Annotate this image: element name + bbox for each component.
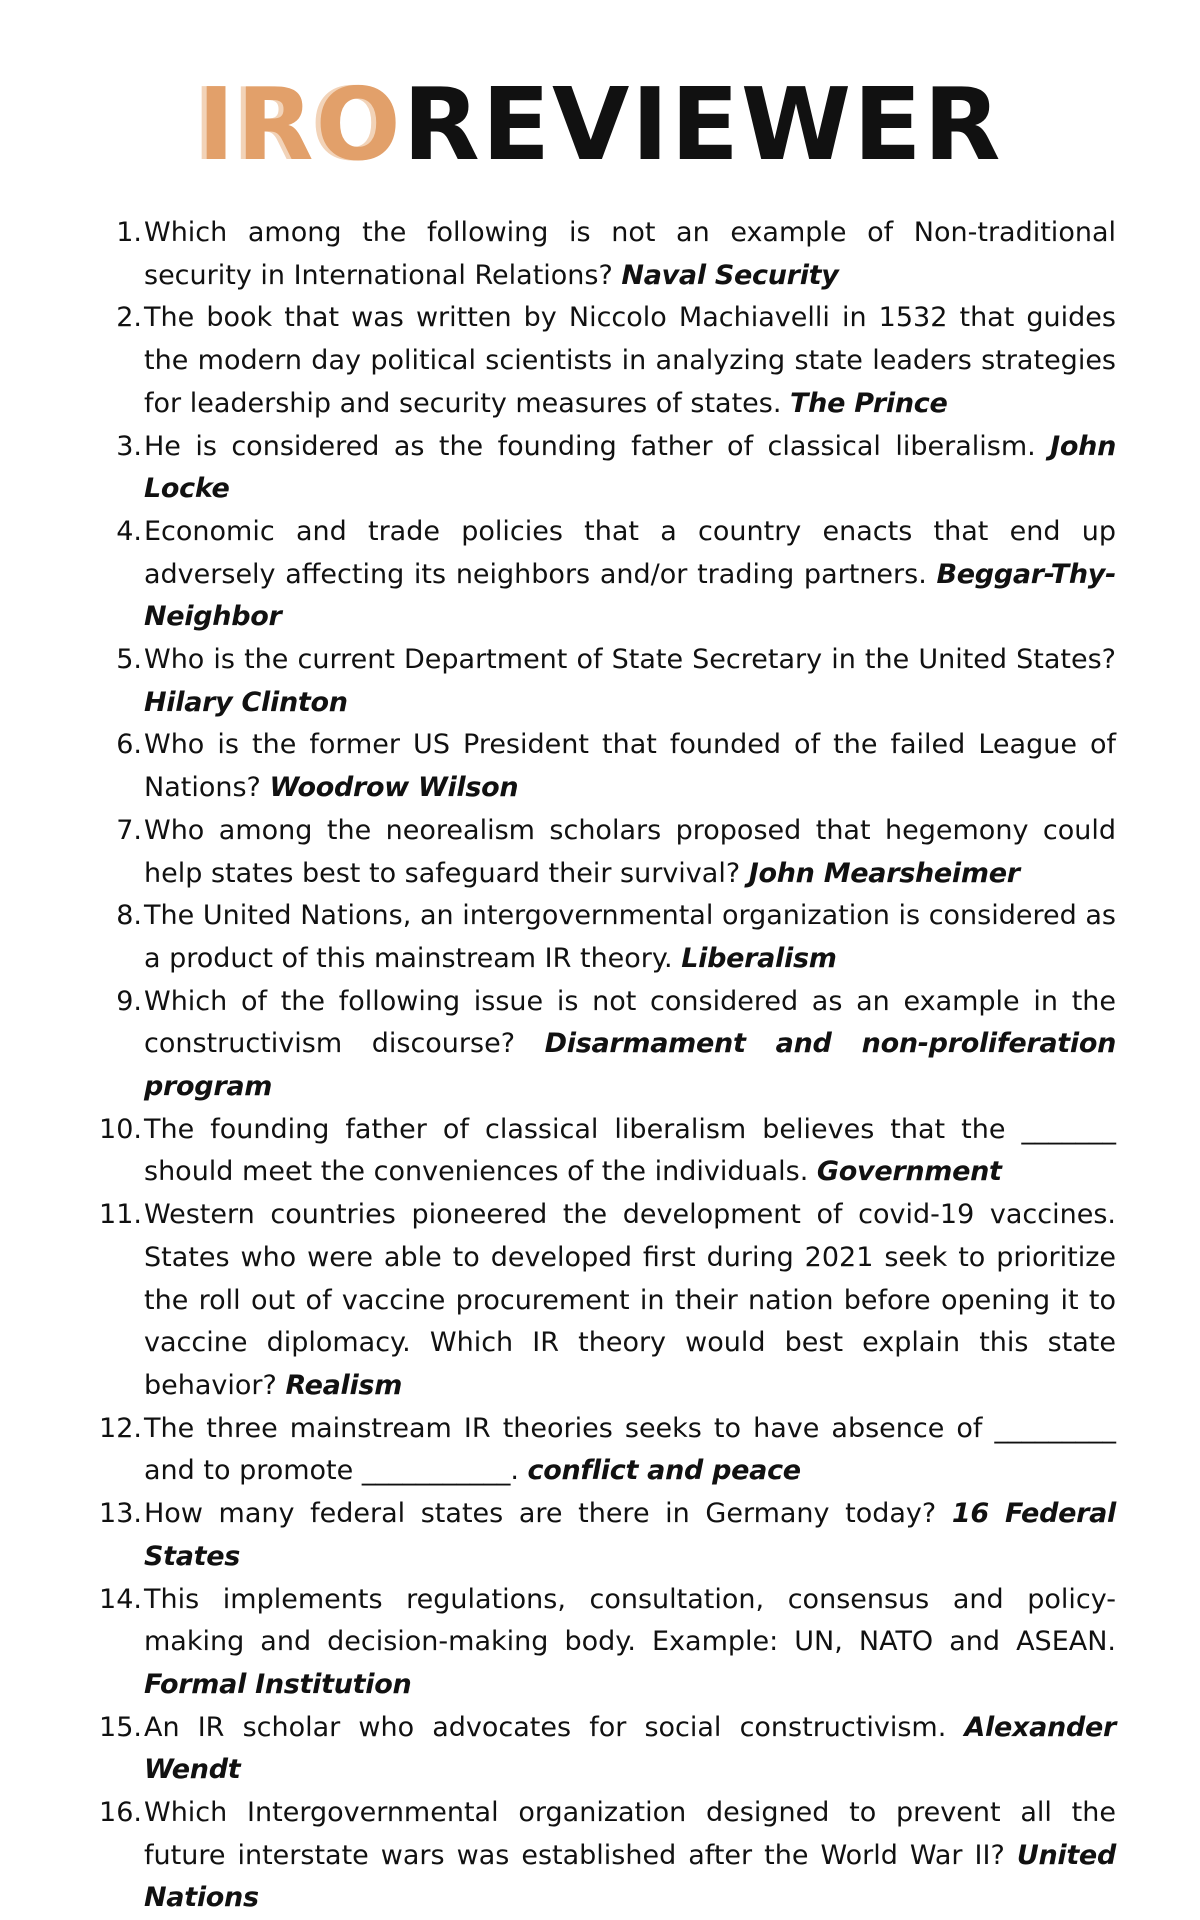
question-text: The United Nations, an intergovernmental organization is considered as a product of this mainstream IR theory. bbox=[144, 900, 1116, 974]
question-item bbox=[92, 1109, 1116, 1194]
question-answer: Hilary Clinton bbox=[144, 686, 348, 718]
question-text: The founding father of classical liberalism believes that the _______ should meet the conveniences of the individuals. bbox=[144, 1113, 1116, 1188]
question-item bbox=[92, 895, 1116, 980]
question-number: 3. bbox=[116, 430, 142, 462]
question-answer: Government bbox=[816, 1156, 1002, 1188]
question-answer: John Mearsheimer bbox=[748, 857, 1020, 889]
question-list bbox=[92, 212, 1116, 1920]
question-number: 2. bbox=[116, 302, 142, 334]
question-text: How many federal states are there in Germany today? bbox=[144, 1498, 937, 1530]
question-number: 1. bbox=[116, 217, 142, 248]
question-number: 7. bbox=[116, 814, 142, 846]
question-number: 8. bbox=[116, 900, 142, 932]
question-text: Who is the former US President that founded of the failed League of Nations? bbox=[144, 729, 1116, 804]
question-item bbox=[92, 639, 1116, 724]
question-number: 16. bbox=[99, 1797, 142, 1829]
question-answer: Beggar-Thy-Neighbor bbox=[144, 558, 1116, 633]
question-answer: Liberalism bbox=[681, 942, 837, 974]
page-title bbox=[0, 66, 1200, 183]
question-number: 15. bbox=[99, 1711, 142, 1743]
question-answer: United Nations bbox=[144, 1839, 1116, 1914]
question-answer: 16 Federal States bbox=[144, 1498, 1116, 1572]
question-item bbox=[92, 1579, 1116, 1707]
question-text: The three mainstream IR theories seeks to have absence of _________ and to promote ___________. bbox=[144, 1412, 1116, 1487]
question-number: 12. bbox=[99, 1412, 142, 1444]
question-text: Which among the following is not an example of Non-traditional security in International Relations? bbox=[144, 217, 1116, 291]
question-item bbox=[92, 1707, 1116, 1792]
question-text: Economic and trade policies that a country enacts that end up adversely affecting its neighbors and/or trading partners. bbox=[144, 515, 1116, 590]
question-answer: The Prince bbox=[790, 387, 948, 419]
question-number: 4. bbox=[116, 515, 142, 547]
question-text: The book that was written by Niccolo Machiavelli in 1532 that guides the modern day political scientists in analyzing state leaders strategies for leadership and security measures of states. bbox=[144, 302, 1116, 419]
question-item bbox=[92, 981, 1116, 1109]
question-item bbox=[92, 1194, 1116, 1408]
question-answer: Naval Security bbox=[621, 259, 839, 291]
question-answer: conflict and peace bbox=[527, 1455, 801, 1487]
question-answer: Realism bbox=[285, 1369, 403, 1401]
question-item bbox=[92, 297, 1116, 425]
question-item bbox=[92, 1493, 1116, 1578]
question-text: Who among the neorealism scholars proposed that hegemony could help states best to safeguard their survival? bbox=[144, 814, 1116, 889]
question-answer: John Locke bbox=[144, 430, 1116, 505]
question-text: Western countries pioneered the development of covid-19 vaccines. States who were able to developed first during 2021 seek to prioritize the roll out of vaccine procurement in their nation before opening it to vaccine diplomacy. Which IR theory would best explain this state behavior? bbox=[144, 1199, 1116, 1401]
question-answer: Woodrow Wilson bbox=[269, 772, 519, 804]
question-text: An IR scholar who advocates for social constructivism. bbox=[144, 1711, 947, 1743]
title-accent-text: IRO bbox=[197, 66, 403, 183]
question-item bbox=[92, 212, 1116, 297]
question-item bbox=[92, 724, 1116, 809]
question-text: He is considered as the founding father of classical liberalism. bbox=[144, 430, 1036, 462]
question-text: Which of the following issue is not considered as an example in the constructivism discourse? bbox=[144, 985, 1116, 1060]
question-text: Which Intergovernmental organization designed to prevent all the future interstate wars was established after the World War II? bbox=[144, 1797, 1116, 1871]
question-number: 14. bbox=[99, 1583, 142, 1615]
question-number: 5. bbox=[116, 644, 142, 676]
question-text: Who is the current Department of State Secretary in the United States? bbox=[144, 644, 1116, 676]
question-number: 11. bbox=[99, 1199, 142, 1231]
question-answer: Disarmament and non-proliferation program bbox=[144, 1028, 1117, 1103]
question-answer: Alexander Wendt bbox=[144, 1711, 1116, 1786]
question-item bbox=[92, 1792, 1116, 1920]
question-number: 6. bbox=[116, 729, 142, 761]
question-number: 10. bbox=[99, 1113, 142, 1145]
question-item bbox=[92, 810, 1116, 895]
question-item bbox=[92, 426, 1116, 511]
question-text: This implements regulations, consultation, consensus and policy-making and decision-making body. Example: UN, NATO and ASEAN. bbox=[144, 1583, 1116, 1658]
question-item bbox=[92, 511, 1116, 639]
title-main-text: REVIEWER bbox=[402, 66, 1003, 183]
question-item bbox=[92, 1408, 1116, 1493]
question-number: 13. bbox=[99, 1498, 142, 1530]
question-answer: Formal Institution bbox=[144, 1668, 412, 1700]
question-number: 9. bbox=[116, 985, 142, 1017]
